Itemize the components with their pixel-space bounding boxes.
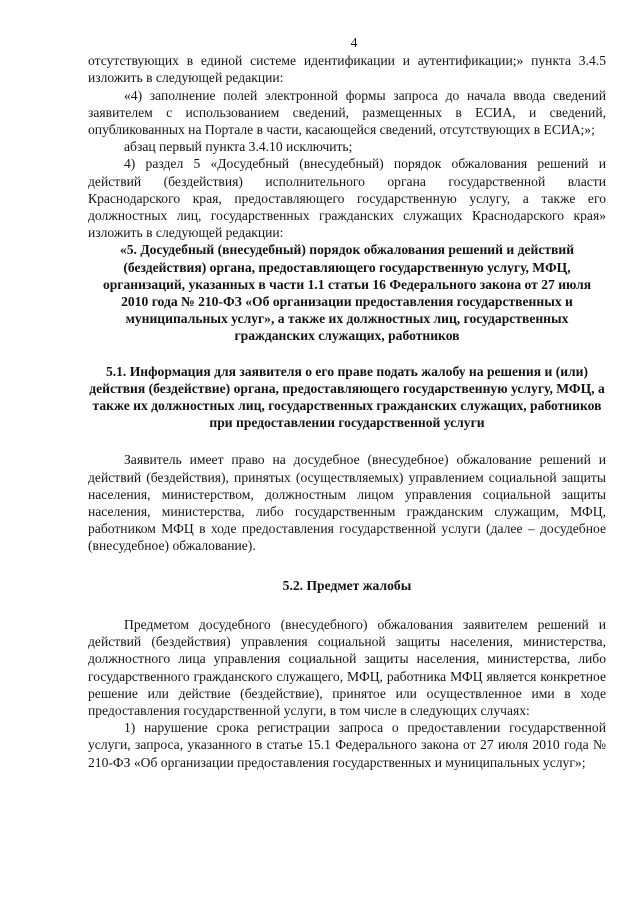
subsection-5-1-title: 5.1. Информация для заявителя о его праве подать жалобу на решения и (или) действия (бездействие) органа, предоставляющего государственную услугу, МФЦ, а также их должностных лиц, государственных гражданских служащих, работников при предоставлении государственной услуги xyxy=(89,363,605,431)
spacer xyxy=(88,345,606,363)
paragraph-exclude-clause: абзац первый пункта 3.4.10 исключить; xyxy=(124,139,353,155)
paragraph-continuation: отсутствующих в единой системе идентификации и аутентификации;» пункта 3.4.5 изложить в следующей редакции: xyxy=(88,53,606,86)
spacer xyxy=(88,431,606,451)
spacer xyxy=(88,594,606,616)
subsection-5-2-text: Предметом досудебного (внесудебного) обжалования заявителем решений и действий (бездействия) управления социальной защиты населения, министерства, должностного лица управления социальной защиты населения, министерства, либо государственного гражданского служащего, МФЦ, работника МФЦ является конкретное решение или действие (бездействие), принятое или осуществленное ими в ходе предоставления государственной услуги, в том числе в следующих случаях: xyxy=(88,616,606,718)
subsection-5-1-text: Заявитель имеет право на досудебное (внесудебное) обжалование решений и действий (бездействия), принятых (осуществляемых) управлением социальной защиты населения, министерством, должностным лицом управления социальной защиты населения, министерства, либо государственным гражданским служащим, МФЦ, работником МФЦ в ходе предоставления государственной услуги (далее – досудебное (внесудебное) обжалование). xyxy=(88,452,606,554)
spacer xyxy=(88,555,606,577)
section-5-title: «5. Досудебный (внесудебный) порядок обжалования решений и действий (бездействия) органа, предоставляющего государственную услугу, МФЦ, организаций, указанных в части 1.1 статьи 16 Федерального закона от 27 июля 2010 года № 210-ФЗ «Об организации предоставления государственных и муниципальных услуг», а также их должностных лиц, государственных гражданских служащих, работников xyxy=(102,242,592,344)
paragraph-section-5-amendment: 4) раздел 5 «Досудебный (внесудебный) порядок обжалования решений и действий (бездействия) исполнительного органа государственной власти Краснодарского края, предоставляющего государственную услугу, а также его должностных лиц, государственных гражданских служащих Краснодарского края» изложить в следующей редакции: xyxy=(88,156,606,241)
paragraph-quoted-item-4: «4) заполнение полей электронной формы запроса до начала ввода сведений заявителем с использованием сведений, размещенных в ЕСИА, и сведений, опубликованных на Портале в части, касающейся сведений, отсутствующих в ЕСИА;»; xyxy=(88,87,606,138)
document-page xyxy=(88,34,606,771)
subsection-5-2-title: 5.2. Предмет жалобы xyxy=(282,577,412,593)
subsection-5-2-item-1: 1) нарушение срока регистрации запроса о предоставлении государственной услуги, запроса, указанного в статье 15.1 Федерального закона от 27 июля 2010 года № 210-ФЗ «Об организации предоставления государственных и муниципальных услуг»; xyxy=(88,720,606,770)
page-number: 4 xyxy=(350,35,358,50)
